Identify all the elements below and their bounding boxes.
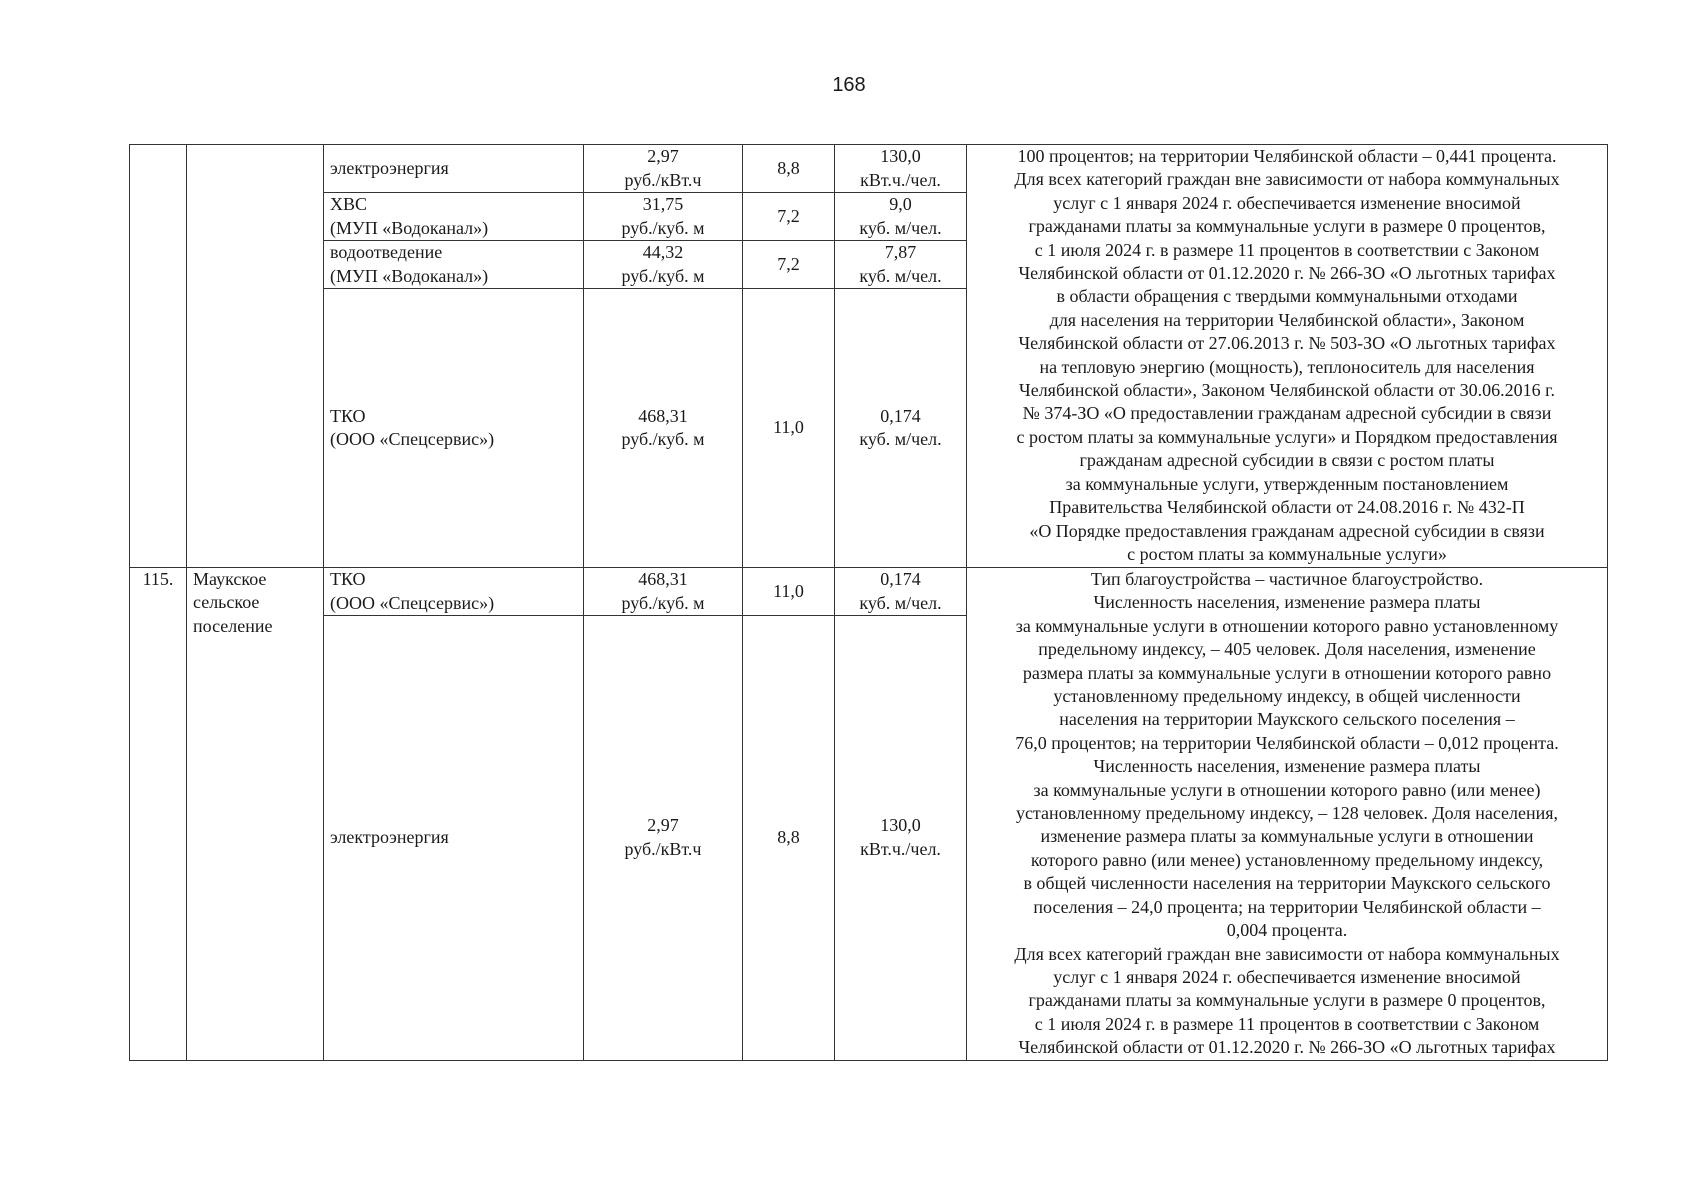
- tariff-cell: 2,97 руб./кВт.ч: [584, 616, 743, 1060]
- settlement-cell: Маукское сельское поселение: [187, 568, 324, 1061]
- service-name-cell: электроэнергия: [324, 145, 584, 193]
- row-number-cell: [130, 145, 187, 568]
- tariff-cell: 468,31 руб./куб. м: [584, 568, 743, 616]
- volume-cell: 0,174 куб. м/чел.: [835, 289, 967, 568]
- index-cell: 7,2: [743, 193, 835, 241]
- table-row: [130, 145, 1608, 193]
- table-row: [130, 568, 1608, 616]
- index-cell: 11,0: [743, 568, 835, 616]
- service-name-cell: ТКО (ООО «Спецсервис»): [324, 289, 584, 568]
- volume-cell: 7,87 куб. м/чел.: [835, 241, 967, 289]
- volume-cell: 130,0 кВт.ч./чел.: [835, 616, 967, 1060]
- settlement-cell: [187, 145, 324, 568]
- tariff-cell: 31,75 руб./куб. м: [584, 193, 743, 241]
- index-cell: 7,2: [743, 241, 835, 289]
- page-number: 168: [832, 74, 866, 96]
- volume-cell: 0,174 куб. м/чел.: [835, 568, 967, 616]
- service-name-cell: электроэнергия: [324, 616, 584, 1060]
- index-cell: 11,0: [743, 289, 835, 568]
- tariff-cell: 2,97 руб./кВт.ч: [584, 145, 743, 193]
- row-number-cell: 115.: [130, 568, 187, 1061]
- service-name-cell: ТКО (ООО «Спецсервис»): [324, 568, 584, 616]
- index-cell: 8,8: [743, 616, 835, 1060]
- volume-cell: 130,0 кВт.ч./чел.: [835, 145, 967, 193]
- tariff-table: [129, 144, 1608, 1061]
- index-cell: 8,8: [743, 145, 835, 193]
- tariff-cell: 44,32 руб./куб. м: [584, 241, 743, 289]
- service-name-cell: водоотведение (МУП «Водоканал»): [324, 241, 584, 289]
- note-cell: 100 процентов; на территории Челябинской области – 0,441 процента. Для всех категорий граждан вне зависимости от набора коммунальных услуг с 1 января 2024 г. обеспечивается изменение вносимой гражданами платы за коммунальные услуги в размере 0 процентов, с 1 июля 2024 г. в размере 11 процентов в соответствии с Законом Челябинской области от 01.12.2020 г. № 266-ЗО «О льготных тарифах в области обращения с твердыми коммунальными отходами для населения на территории Челябинской области», Законом Челябинской области от 27.06.2013 г. № 503-ЗО «О льготных тарифах на тепловую энергию (мощность), теплоноситель для населения Челябинской области», Законом Челябинской области от 30.06.2016 г. № 374-ЗО «О предоставлении гражданам адресной субсидии в связи с ростом платы за коммунальные услуги» и Порядком предоставления гражданам адресной субсидии в связи с ростом платы за коммунальные услуги, утвержденным постановлением Правительства Челябинской области от 24.08.2016 г. № 432-П «О Порядке предоставления гражданам адресной субсидии в связи с ростом платы за коммунальные услуги»: [967, 145, 1608, 568]
- tariff-cell: 468,31 руб./куб. м: [584, 289, 743, 568]
- service-name-cell: ХВС (МУП «Водоканал»): [324, 193, 584, 241]
- note-cell: Тип благоустройства – частичное благоустройство. Численность населения, изменение размера платы за коммунальные услуги в отношении которого равно установленному предельному индексу, – 405 человек. Доля населения, изменение размера платы за коммунальные услуги в отношении которого равно установленному предельному индексу, в общей численности населения на территории Маукского сельского поселения – 76,0 процентов; на территории Челябинской области – 0,012 процента. Численность населения, изменение размера платы за коммунальные услуги в отношении которого равно (или менее) установленному предельному индексу, – 128 человек. Доля населения, изменение размера платы за коммунальные услуги в отношении которого равно (или менее) установленному предельному индексу, в общей численности населения на территории Маукского сельского поселения – 24,0 процента; на территории Челябинской области – 0,004 процента. Для всех категорий граждан вне зависимости от набора коммунальных услуг с 1 января 2024 г. обеспечивается изменение вносимой гражданами платы за коммунальные услуги в размере 0 процентов, с 1 июля 2024 г. в размере 11 процентов в соответствии с Законом Челябинской области от 01.12.2020 г. № 266-ЗО «О льготных тарифах: [967, 568, 1608, 1061]
- volume-cell: 9,0 куб. м/чел.: [835, 193, 967, 241]
